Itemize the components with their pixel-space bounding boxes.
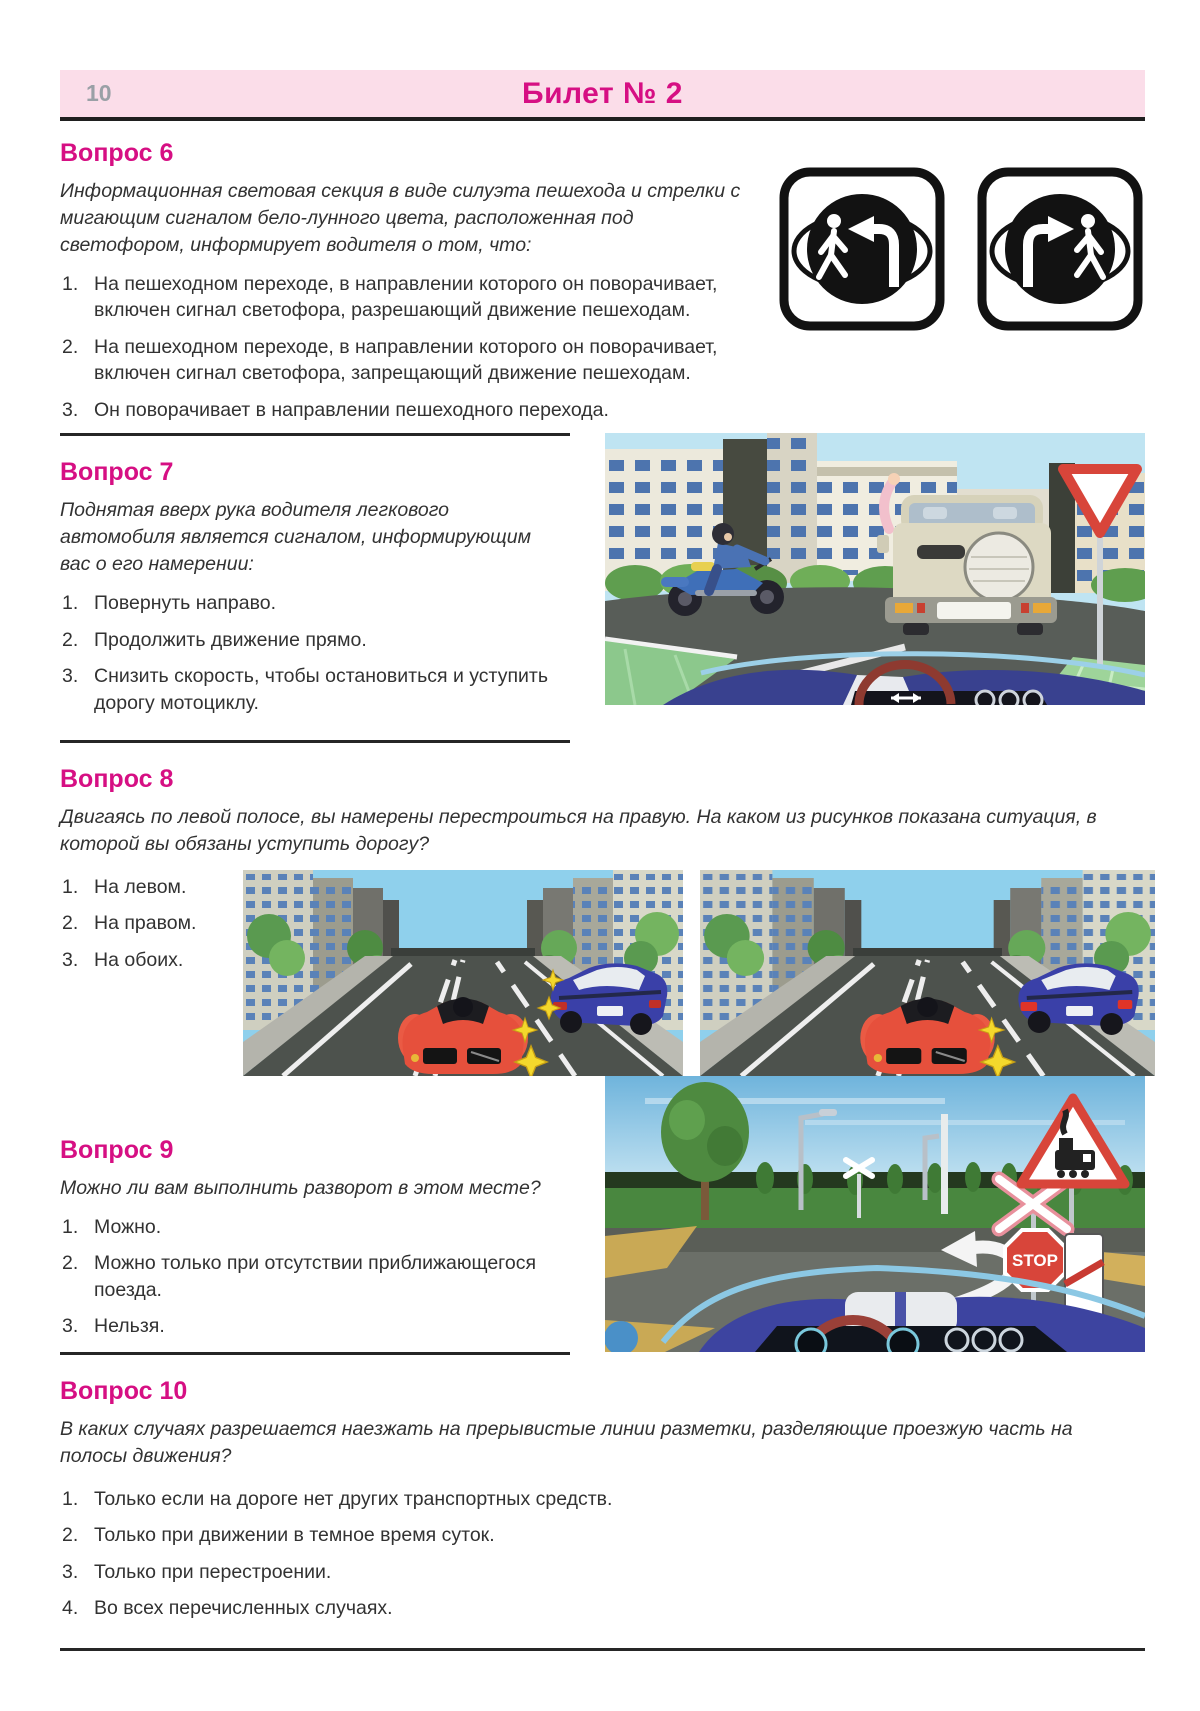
pedestrian-right-turn-section-icon: [975, 165, 1145, 333]
question-6-text: [60, 139, 777, 433]
question-8-intro: Двигаясь по левой полосе, вы намерены перестроиться на правую. На каком из рисунков показана ситуация, в которой вы обязаны уступить дорогу?: [60, 806, 1097, 855]
question-7-text: [60, 433, 565, 726]
question-10: [60, 1352, 1145, 1651]
question-8-right-picture: [700, 870, 1155, 1076]
question-7-illustration: [605, 433, 1145, 705]
question-10-answers: [60, 1486, 1145, 1622]
ticket-title: Билет № 2: [522, 76, 683, 110]
page-bottom-divider: [60, 1648, 1145, 1651]
question-7-intro: Поднятая вверх рука водителя легкового автомобиля является сигналом, информирующим вас о его намерении:: [60, 499, 531, 576]
answer-option: Снизить скорость, чтобы остановиться и уступить дорогу мотоциклу.: [94, 665, 548, 714]
question-7: [60, 433, 1145, 726]
question-10-heading: Вопрос 10: [60, 1376, 188, 1405]
question-7-heading: Вопрос 7: [60, 458, 174, 487]
pedestrian-left-turn-section-icon: [777, 165, 947, 333]
question-9-text: [60, 1076, 565, 1350]
answer-option: Он поворачивает в направлении пешеходного перехода.: [94, 398, 609, 421]
page-header: [60, 70, 1145, 121]
question-6-heading: Вопрос 6: [60, 139, 174, 167]
answer-option: Можно только при отсутствии приближающегося поезда.: [94, 1252, 537, 1301]
section-divider: [60, 740, 570, 743]
answer-option: Нельзя.: [94, 1315, 165, 1338]
answer-option: Продолжить движение прямо.: [94, 628, 367, 651]
question-6-answers: [60, 271, 761, 424]
question-9: [60, 1076, 1145, 1352]
question-6-intro: Информационная световая секция в виде силуэта пешехода и стрелки с мигающим сигналом бело-лунного цвета, расположенная под светофором, информирует водителя о том, что:: [60, 180, 741, 256]
page-number: 10: [86, 80, 112, 106]
stop-sign-label: STOP: [1012, 1250, 1058, 1270]
section-divider: [60, 1352, 570, 1355]
answer-option: На пешеходном переходе, в направлении которого он поворачивает, включен сигнал светофора, запрещающий движение пешеходам.: [94, 335, 718, 385]
question-9-intro: Можно ли вам выполнить разворот в этом месте?: [60, 1176, 541, 1199]
answer-option: На левом.: [94, 875, 187, 898]
answer-option: Только при перестроении.: [94, 1560, 332, 1583]
question-8: [60, 740, 1145, 1076]
question-9-answers: [60, 1214, 565, 1340]
answer-option: Только если на дороге нет других транспортных средств.: [94, 1487, 613, 1510]
answer-option: На пешеходном переходе, в направлении которого он поворачивает, включен сигнал светофора, разрешающий движение пешеходам.: [94, 272, 718, 322]
question-10-intro: В каких случаях разрешается наезжать на прерывистые линии разметки, разделяющие проезжую часть на полосы движения?: [60, 1417, 1073, 1467]
answer-option: Можно.: [94, 1215, 162, 1238]
question-8-answers: [60, 874, 226, 1076]
question-8-left-picture: [243, 870, 683, 1076]
answer-option: На правом.: [94, 912, 197, 935]
answer-option: На обоих.: [94, 948, 184, 971]
question-8-heading: Вопрос 8: [60, 765, 174, 794]
answer-option: Во всех перечисленных случаях.: [94, 1597, 393, 1620]
section-divider: [60, 433, 570, 436]
question-9-illustration: [605, 1076, 1145, 1352]
question-7-answers: [60, 590, 565, 716]
question-6: [60, 139, 1145, 433]
answer-option: Только при движении в темное время суток.: [94, 1524, 495, 1547]
question-6-sign-images: [777, 139, 1145, 333]
question-9-heading: Вопрос 9: [60, 1135, 174, 1164]
answer-option: Повернуть направо.: [94, 592, 276, 615]
